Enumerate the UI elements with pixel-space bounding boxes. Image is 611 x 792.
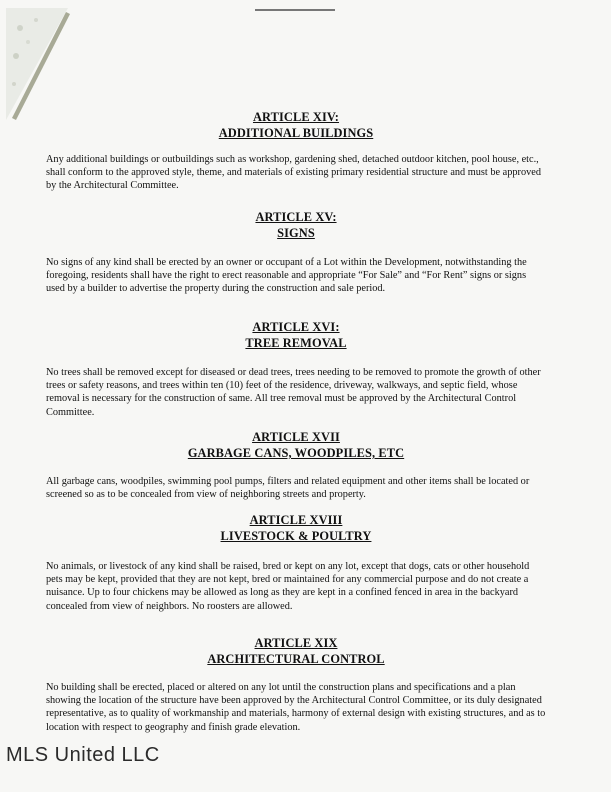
article-body: Any additional buildings or outbuildings such as workshop, gardening shed, detached outdoor kitchen, pool house, etc., shall conform to the approved style, theme, and materials of existing primary residential structure and must be approved by the Architectural Committee. (46, 154, 541, 192)
article-title: ADDITIONAL BUILDINGS (218, 126, 374, 140)
article-number: ARTICLE XVI: (252, 320, 340, 334)
article-title: GARBAGE CANS, WOODPILES, ETC (187, 446, 405, 460)
scan-corner-artifact (6, 8, 72, 123)
article-section (46, 512, 546, 613)
watermark-text: MLS United LLC (6, 744, 160, 766)
article-number: ARTICLE XV: (255, 210, 337, 224)
article-title: TREE REMOVAL (245, 336, 347, 350)
article-body: No building shall be erected, placed or altered on any lot until the construction plans and specifications and a plan showing the location of the structure have been approved by the Architectural Control Committee, or its duly designated representative, as to quality of workmanship and materials, harmony of external design with existing structures, and as to location with respect to geography and finish grade elevation. (46, 682, 546, 733)
article-section (46, 209, 546, 296)
article-title: ARCHITECTURAL CONTROL (207, 652, 385, 666)
article-body: No signs of any kind shall be erected by an owner or occupant of a Lot within the Development, notwithstanding the foregoing, residents shall have the right to erect reasonable and appropriate “For Sale” and “For Rent” signs or signs used by a builder to advertise the property during the construction and sale period. (46, 257, 527, 295)
article-body: No animals, or livestock of any kind shall be raised, bred or kept on any lot, except that dogs, cats or other household pets may be kept, provided that they are not kept, bred or maintained for any commercial purpose and do not create a nuisance. Up to four chickens may be allowed as long as they are kept in a confined fenced in area in the backyard concealed from view of neighbors. No roosters are allowed. (46, 561, 530, 612)
article-body: No trees shall be removed except for diseased or dead trees, trees needing to be removed to promote the growth of other trees or safety reasons, and trees within ten (10) feet of the residence, driveway, walkways, and septic field, whose removal is necessary for the construction of same. All tree removal must be approved by the Architectural Control Committee. (46, 367, 541, 418)
article-number: ARTICLE XVIII (249, 513, 343, 527)
article-section (46, 319, 546, 419)
article-section (46, 635, 546, 734)
article-number: ARTICLE XIX (254, 636, 338, 650)
article-section (46, 429, 546, 501)
article-number: ARTICLE XIV: (252, 110, 340, 124)
article-title: LIVESTOCK & POULTRY (220, 529, 372, 543)
article-body: All garbage cans, woodpiles, swimming pool pumps, filters and related equipment and other items shall be located or screened so as to be concealed from view of neighboring streets and property. (46, 476, 530, 501)
top-rule (255, 9, 335, 11)
article-section (46, 109, 546, 193)
article-title: SIGNS (277, 226, 315, 240)
article-number: ARTICLE XVII (252, 430, 340, 444)
